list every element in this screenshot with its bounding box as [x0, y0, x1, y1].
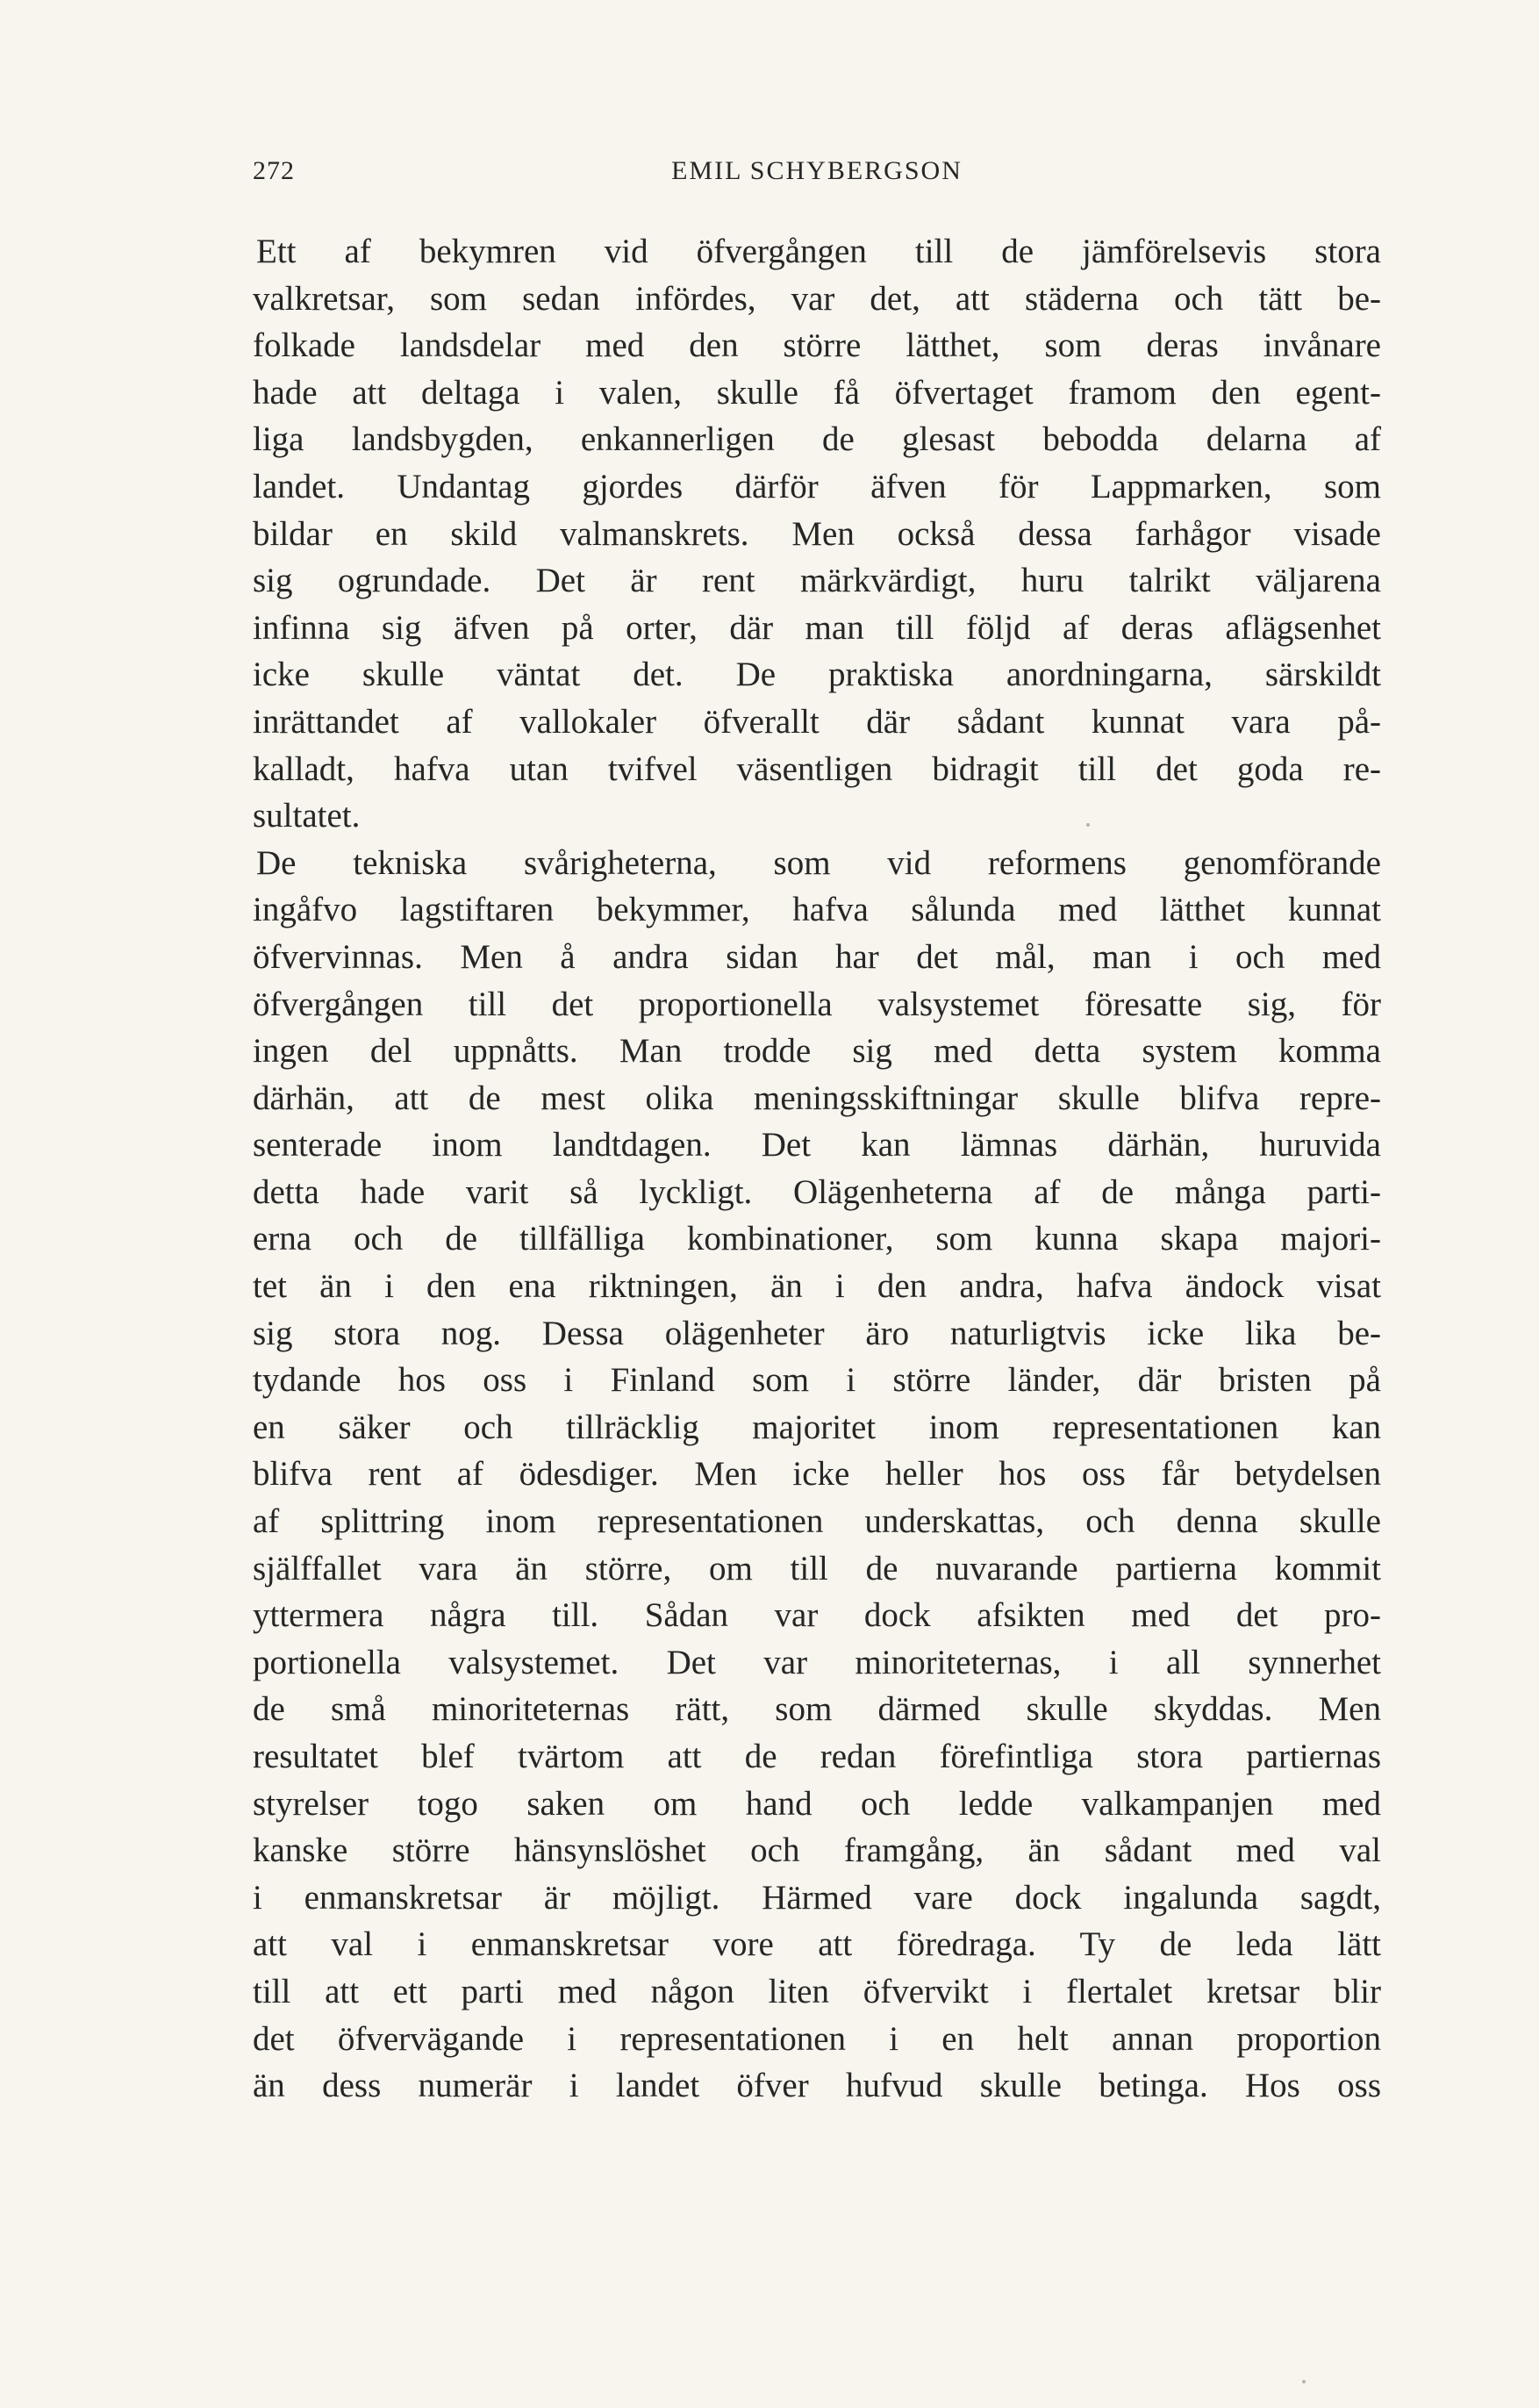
text-line: öfvervinnas. Men å andra sidan har det mål, man i och med	[253, 937, 1381, 976]
text-line: kanske större hänsynslöshet och framgång, än sådant med val	[253, 1831, 1381, 1870]
text-line: hade att deltaga i valen, skulle få öfvertaget framom den egent-	[253, 373, 1381, 412]
text-line: än dess numerär i landet öfver hufvud skulle betinga. Hos oss	[253, 2067, 1381, 2105]
text-line: i enmanskretsar är möjligt. Härmed vare dock ingalunda sagdt,	[253, 1878, 1381, 1917]
text-line: Ett af bekymren vid öfvergången till de jämförelsevis stora	[256, 233, 1381, 270]
text-line: därhän, att de mest olika meningsskiftningar skulle blifva repre-	[253, 1079, 1381, 1117]
text-line: en säker och tillräcklig majoritet inom representationen kan	[253, 1408, 1381, 1446]
text-line: själffallet vara än större, om till de nuvarande partierna kommit	[253, 1549, 1381, 1587]
text-line: de små minoriteternas rätt, som därmed skulle skyddas. Men	[253, 1690, 1381, 1729]
text-line: yttermera några till. Sådan var dock afsikten med det pro-	[253, 1596, 1381, 1635]
text-line: blifva rent af ödesdiger. Men icke heller hos oss får betydelsen	[253, 1455, 1381, 1494]
text-line: icke skulle väntat det. De praktiska anordningarna, särskildt	[253, 656, 1381, 694]
text-line: tet än i den ena riktningen, än i den andra, hafva ändock visat	[253, 1267, 1381, 1306]
text-line: senterade inom landtdagen. Det kan lämnas därhän, huruvida	[253, 1126, 1381, 1165]
text-line: valkretsar, som sedan infördes, var det, att städerna och tätt be-	[253, 279, 1381, 318]
text-line: erna och de tillfälliga kombinationer, som kunna skapa majori-	[253, 1220, 1381, 1258]
text-line: sig stora nog. Dessa olägenheter äro naturligtvis icke lika be-	[253, 1314, 1381, 1352]
page-number: 272	[253, 156, 295, 185]
text-line: ingen del uppnåtts. Man trodde sig med detta system komma	[253, 1032, 1381, 1071]
text-line: att val i enmanskretsar vore att föredraga. Ty de leda lätt	[253, 1925, 1381, 1964]
text-line: tydande hos oss i Finland som i större länder, där bristen på	[253, 1361, 1381, 1400]
text-line: infinna sig äfven på orter, där man till följd af deras aflägsenhet	[253, 608, 1381, 647]
paper-speck	[1302, 2380, 1306, 2383]
text-line: det öfvervägande i representationen i en helt annan proportion	[253, 2019, 1381, 2058]
text-line: ingåfvo lagstiftaren bekymmer, hafva sålunda med lätthet kunnat	[253, 891, 1381, 929]
text-line: sultatet.	[253, 797, 361, 835]
text-line: liga landsbygden, enkannerligen de glesast bebodda delarna af	[253, 420, 1381, 459]
paragraph-1	[253, 228, 1381, 840]
text-line: resultatet blef tvärtom att de redan förefintliga stora partiernas	[253, 1738, 1381, 1775]
text-line: inrättandet af vallokaler öfverallt där sådant kunnat vara på-	[253, 702, 1381, 741]
text-line: öfvergången till det proportionella valsystemet föresatte sig, för	[253, 985, 1381, 1023]
paragraph-2	[253, 840, 1381, 2110]
page-header	[253, 156, 1381, 200]
text-line: folkade landsdelar med den större lätthet, som deras invånare	[253, 326, 1381, 365]
text-line: bildar en skild valmanskrets. Men också dessa farhågor visade	[253, 514, 1381, 553]
text-line: De tekniska svårigheterna, som vid reformens genomförande	[256, 843, 1381, 882]
text-line: af splittring inom representationen underskattas, och denna skulle	[253, 1502, 1381, 1541]
text-line: landet. Undantag gjordes därför äfven för Lappmarken, som	[253, 467, 1381, 505]
text-line: detta hade varit så lyckligt. Olägenheterna af de många parti-	[253, 1172, 1381, 1211]
text-line: kalladt, hafva utan tvifvel väsentligen bidragit till det goda re-	[253, 749, 1381, 788]
body-text	[253, 228, 1381, 2110]
running-head: EMIL SCHYBERGSON	[671, 156, 963, 185]
text-line: sig ogrundade. Det är rent märkvärdigt, huru talrikt väljarena	[253, 562, 1381, 600]
paper-speck	[1086, 823, 1090, 827]
text-line: portionella valsystemet. Det var minoriteternas, i all synnerhet	[253, 1643, 1381, 1681]
text-line: styrelser togo saken om hand och ledde valkampanjen med	[253, 1784, 1381, 1823]
text-line: till att ett parti med någon liten öfvervikt i flertalet kretsar blir	[253, 1972, 1381, 2010]
